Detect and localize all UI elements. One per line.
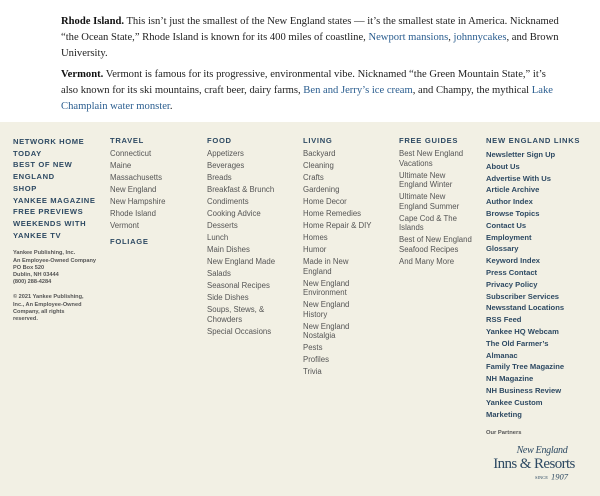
- travel-link[interactable]: Vermont: [110, 221, 140, 230]
- living-link[interactable]: Homes: [303, 233, 328, 242]
- travel-link[interactable]: Maine: [110, 161, 132, 170]
- living-link[interactable]: New England Nostalgia: [303, 321, 350, 340]
- paragraph-text: .: [169, 101, 173, 112]
- living-link[interactable]: Home Remedies: [303, 209, 362, 218]
- travel-link[interactable]: Connecticut: [110, 149, 152, 158]
- living-link[interactable]: Pests: [303, 343, 323, 352]
- living-list: [303, 149, 389, 377]
- food-link[interactable]: Side Dishes: [207, 293, 249, 302]
- ne-link[interactable]: NH Magazine: [486, 374, 534, 384]
- ne-link[interactable]: Glossary: [486, 244, 519, 254]
- food-link[interactable]: Main Dishes: [207, 245, 250, 254]
- living-link[interactable]: Home Decor: [303, 197, 347, 206]
- company-line: Dublin, NH 03444: [13, 271, 59, 278]
- food-link[interactable]: Salads: [207, 269, 231, 278]
- ne-link[interactable]: Newsletter Sign Up: [486, 150, 556, 159]
- main-nav-item[interactable]: FREE PREVIEWS: [13, 207, 84, 217]
- main-nav-list: [13, 136, 98, 241]
- ne-link[interactable]: Author Index: [486, 197, 533, 207]
- foliage-heading[interactable]: FOLIAGE: [110, 236, 149, 246]
- food-link[interactable]: Lunch: [207, 233, 229, 242]
- ne-link[interactable]: Newsstand Locations: [486, 303, 565, 313]
- ne-link[interactable]: Family Tree Magazine: [486, 362, 565, 372]
- living-link[interactable]: Backyard: [303, 149, 336, 158]
- footer-ne-links-column: [486, 136, 594, 420]
- food-link[interactable]: Soups, Stews, & Chowders: [207, 305, 265, 324]
- guide-link[interactable]: Ultimate New England Summer: [399, 192, 460, 211]
- copyright-text: © 2021 Yankee Publishing, Inc., An Employee-Owned Company, all rights reserved.: [13, 294, 84, 322]
- food-link[interactable]: Desserts: [207, 221, 238, 230]
- link-newport-mansions[interactable]: Newport mansions: [368, 32, 449, 43]
- link-johnnycakes[interactable]: johnnycakes: [453, 32, 507, 43]
- food-link[interactable]: Seasonal Recipes: [207, 281, 270, 290]
- ne-link[interactable]: Keyword Index: [486, 256, 541, 266]
- main-nav-item[interactable]: TODAY: [13, 148, 42, 158]
- ne-link[interactable]: Yankee Custom Marketing: [486, 397, 543, 419]
- state-label-vermont: Vermont.: [61, 69, 104, 80]
- paragraph-rhode-island: [61, 14, 561, 62]
- ne-link[interactable]: Advertise With Us: [486, 173, 551, 183]
- ne-link[interactable]: Yankee HQ Webcam: [486, 326, 559, 336]
- company-line: (800) 288-4284: [13, 279, 52, 286]
- guide-link[interactable]: Best of New England Seafood Recipes: [399, 235, 472, 254]
- travel-link[interactable]: New England: [110, 185, 157, 194]
- main-nav-item[interactable]: NETWORK HOME: [13, 137, 85, 146]
- paragraph-text: , and Brown University.: [61, 32, 559, 59]
- logo-since: SINCE: [534, 475, 548, 480]
- site-footer: [0, 122, 600, 496]
- food-heading[interactable]: FOOD: [207, 136, 232, 145]
- travel-link[interactable]: Massachusetts: [110, 173, 163, 182]
- company-info: [13, 250, 98, 286]
- food-list: [207, 149, 293, 336]
- main-nav-item[interactable]: WEEKENDS WITH YANKEE TV: [13, 218, 87, 240]
- link-lake-champlain-monster[interactable]: Lake Champlain water monster: [61, 85, 553, 112]
- living-link[interactable]: Humor: [303, 245, 327, 254]
- paragraph-vermont: [61, 67, 561, 115]
- ne-links-heading[interactable]: NEW ENGLAND LINKS: [486, 136, 581, 145]
- food-link[interactable]: New England Made: [207, 257, 276, 266]
- living-link[interactable]: Cleaning: [303, 161, 334, 170]
- logo-line-2: Inns & Resorts: [493, 456, 575, 472]
- state-label-rhode-island: Rhode Island.: [61, 16, 124, 27]
- footer-living-column: [303, 136, 389, 379]
- paragraph-text: This isn’t just the smallest of the New England states — it’s the smallest state in America. Nicknamed “the Ocean State,” Rhode Island is known for its 400 miles of coastline,: [61, 16, 559, 43]
- living-link[interactable]: New England History: [303, 300, 350, 319]
- company-line: PO Box 520: [13, 264, 45, 271]
- footer-main-column: [13, 136, 98, 323]
- logo-line-1: New England: [516, 445, 568, 456]
- living-link[interactable]: Trivia: [303, 367, 322, 376]
- living-link[interactable]: Gardening: [303, 185, 340, 194]
- ne-link[interactable]: Contact Us: [486, 220, 527, 230]
- food-link[interactable]: Breakfast & Brunch: [207, 185, 275, 194]
- paragraph-text: ,: [448, 32, 454, 43]
- main-nav-item[interactable]: SHOP: [13, 183, 37, 193]
- main-nav-item[interactable]: YANKEE MAGAZINE: [13, 195, 96, 205]
- living-link[interactable]: Made in New England: [303, 257, 349, 276]
- guide-link[interactable]: Ultimate New England Winter: [399, 170, 453, 189]
- company-line: Yankee Publishing, Inc.: [13, 250, 76, 257]
- living-link[interactable]: Crafts: [303, 173, 324, 182]
- travel-list: [110, 149, 196, 231]
- inns-resorts-logo[interactable]: [484, 442, 584, 482]
- ne-link[interactable]: RSS Feed: [486, 315, 522, 325]
- company-line: An Employee-Owned Company: [13, 257, 96, 264]
- guide-link[interactable]: Cape Cod & The Islands: [399, 213, 457, 232]
- ne-links-list: [486, 149, 594, 420]
- article-content: [0, 0, 600, 122]
- guides-heading[interactable]: FREE GUIDES: [399, 136, 459, 145]
- footer-food-column: [207, 136, 293, 339]
- food-link[interactable]: Special Occasions: [207, 326, 272, 336]
- ne-link[interactable]: Article Archive: [486, 185, 540, 195]
- ne-link[interactable]: About Us: [486, 161, 520, 171]
- travel-link[interactable]: Rhode Island: [110, 209, 156, 218]
- partners-label: Our Partners: [486, 430, 522, 436]
- logo-year: 1907: [551, 471, 568, 482]
- food-link[interactable]: Beverages: [207, 161, 245, 170]
- travel-link[interactable]: New Hampshire: [110, 197, 166, 206]
- link-ben-and-jerrys[interactable]: Ben and Jerry’s ice cream: [303, 85, 413, 96]
- travel-heading[interactable]: TRAVEL: [110, 136, 145, 145]
- footer-travel-column: [110, 136, 196, 250]
- ne-link[interactable]: Subscriber Services: [486, 291, 560, 301]
- ne-link[interactable]: Press Contact: [486, 267, 538, 277]
- food-link[interactable]: Appetizers: [207, 149, 244, 158]
- living-heading[interactable]: LIVING: [303, 136, 333, 145]
- living-link[interactable]: Profiles: [303, 355, 329, 364]
- living-link[interactable]: Home Repair & DIY: [303, 221, 372, 230]
- guide-link[interactable]: And Many More: [399, 256, 455, 266]
- food-link[interactable]: Breads: [207, 173, 232, 182]
- food-link[interactable]: Condiments: [207, 197, 249, 206]
- ne-link[interactable]: Privacy Policy: [486, 279, 538, 289]
- ne-link[interactable]: The Old Farmer’s Almanac: [486, 338, 549, 360]
- living-link[interactable]: New England Environment: [303, 278, 350, 297]
- footer-guides-column: [399, 136, 475, 269]
- paragraph-text: , and Champy, the mythical: [412, 85, 532, 96]
- ne-link[interactable]: Browse Topics: [486, 208, 540, 218]
- main-nav-item[interactable]: BEST OF NEW ENGLAND: [13, 160, 73, 182]
- ne-link[interactable]: NH Business Review: [486, 385, 562, 395]
- guide-link[interactable]: Best New England Vacations: [399, 149, 464, 168]
- food-link[interactable]: Cooking Advice: [207, 209, 261, 218]
- guides-list: [399, 149, 475, 266]
- ne-link[interactable]: Employment: [486, 232, 532, 242]
- paragraph-text: Vermont is famous for its progressive, environmental vibe. Nicknamed “the Green Mountain State,” it’s also known for its ski mountains, craft beer, dairy farms,: [61, 69, 546, 96]
